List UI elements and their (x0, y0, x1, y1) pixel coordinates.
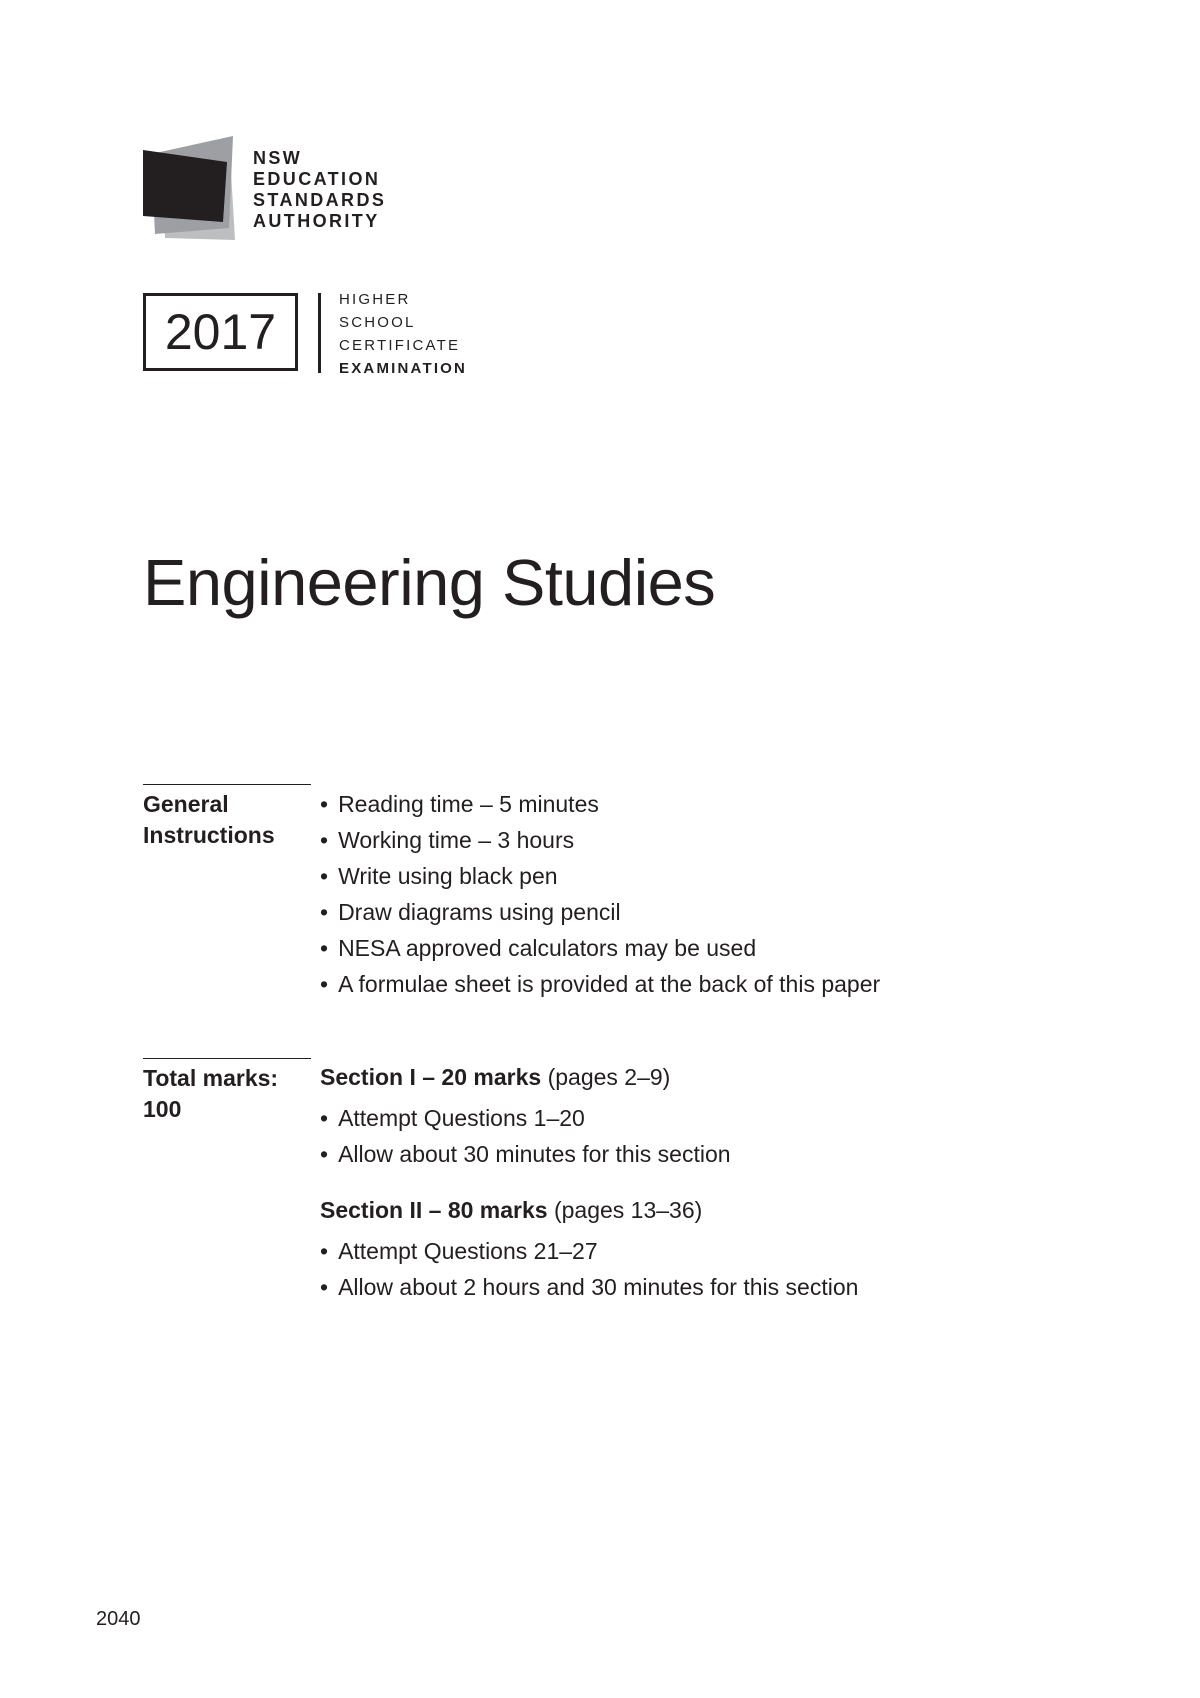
list-item: • A formulae sheet is provided at the back of this paper (320, 966, 880, 1002)
divider (318, 293, 321, 373)
nesa-logo-icon (143, 136, 243, 246)
total-marks-label (143, 1063, 278, 1125)
paper-code: 2040 (96, 1608, 141, 1630)
exam-type (339, 288, 467, 380)
divider (143, 1058, 311, 1059)
section-pages: (pages 2–9) (547, 1064, 671, 1090)
section-1-heading (320, 1064, 670, 1091)
list-item: • Attempt Questions 1–20 (320, 1100, 731, 1136)
section-title: Section II – 80 marks (320, 1197, 548, 1223)
section-1-list (320, 1100, 731, 1172)
list-item: • Allow about 30 minutes for this section (320, 1136, 731, 1172)
logo-line-1: NSW (253, 148, 303, 168)
label-line: General (143, 791, 229, 817)
list-item: • Working time – 3 hours (320, 822, 880, 858)
logo-line-3: STANDARDS (253, 190, 387, 210)
label-line: Instructions (143, 822, 275, 848)
label-line: Total marks: (143, 1065, 279, 1091)
exam-type-line-4: EXAMINATION (339, 360, 468, 377)
exam-type-line-1: HIGHER (339, 291, 411, 308)
page-title: Engineering Studies (143, 546, 716, 619)
section-pages: (pages 13–36) (553, 1197, 703, 1223)
list-item: • Attempt Questions 21–27 (320, 1233, 858, 1269)
section-2-heading (320, 1197, 702, 1224)
section-2-list (320, 1233, 858, 1305)
logo-line-4: AUTHORITY (253, 211, 380, 231)
exam-type-line-3: CERTIFICATE (339, 337, 461, 354)
list-item: • Write using black pen (320, 858, 880, 894)
exam-year: 2017 (143, 293, 298, 371)
list-item: • Allow about 2 hours and 30 minutes for this section (320, 1269, 858, 1305)
general-instructions-list (320, 786, 880, 1002)
list-item: • Draw diagrams using pencil (320, 894, 880, 930)
logo-line-2: EDUCATION (253, 169, 381, 189)
list-item: • NESA approved calculators may be used (320, 930, 880, 966)
list-item: • Reading time – 5 minutes (320, 786, 880, 822)
exam-type-line-2: SCHOOL (339, 314, 416, 331)
general-instructions-label (143, 789, 275, 851)
section-title: Section I – 20 marks (320, 1064, 542, 1090)
label-line: 100 (143, 1096, 182, 1122)
divider (143, 784, 311, 785)
nesa-logo (143, 136, 403, 246)
